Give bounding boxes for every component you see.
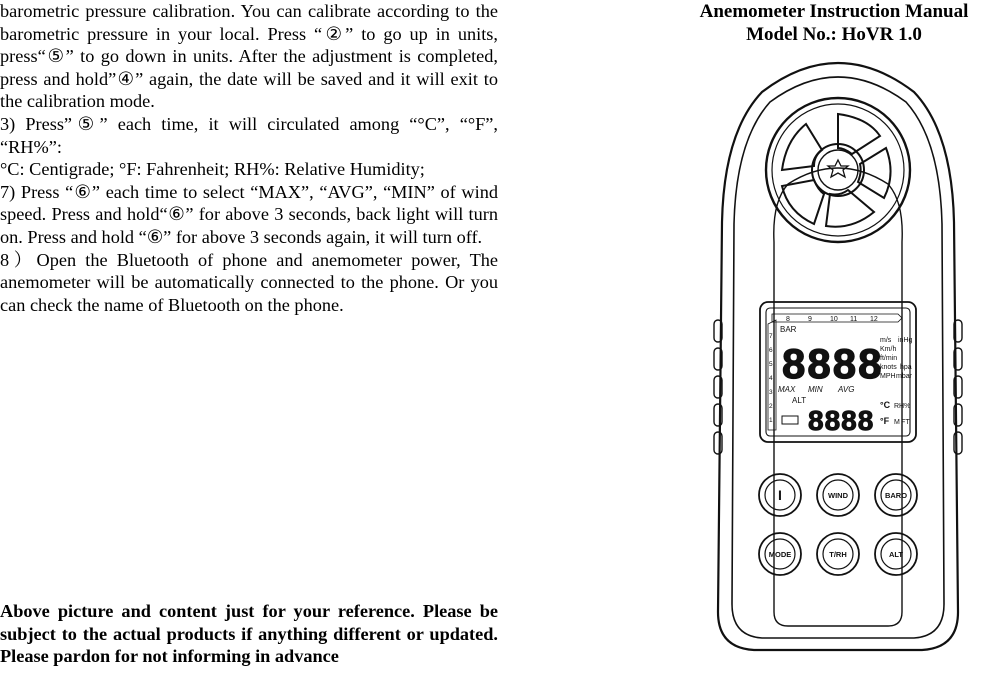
anemometer-drawing [702, 52, 974, 652]
lcd-unit-label: ft/min [880, 355, 898, 362]
lcd-temp-f: °F [880, 416, 890, 426]
instruction-text-column [0, 0, 498, 316]
baro-button-label: BARO [884, 491, 908, 500]
disclaimer-note: Above picture and content just for your reference. Please be subject to the actual products if anything different or updated. Please pardon for not informing in advance [0, 601, 498, 667]
anemometer-illustration [702, 52, 974, 652]
manual-header [678, 0, 990, 46]
power-button-label: I [778, 487, 782, 503]
calibration-paragraph: barometric pressure calibration. You can calibrate according to the barometric pressure in your local. Press “②” to go up in units, press“⑤” to go down in units. After the adjustment is completed, press and hold”④” again, the date will be saved and it will exit to the calibration mode. [0, 1, 498, 112]
lcd-unit-label: knots [880, 364, 897, 371]
lcd-mode-avg: AVG [838, 385, 855, 394]
lcd-temp-rh: RH% [894, 403, 911, 410]
wind-button[interactable] [817, 474, 859, 516]
baro-button[interactable] [875, 474, 917, 516]
wind-button-label: WIND [828, 491, 848, 500]
lcd-unit-label: mbar [896, 373, 912, 380]
lcd-side-number: 3 [769, 389, 773, 396]
power-button[interactable] [759, 474, 801, 516]
lcd-scale-number: 10 [830, 316, 838, 323]
lcd-bar-label: BAR [780, 325, 797, 334]
lcd-scale-number: 12 [870, 316, 878, 323]
lcd-main-digits: 8888 [782, 340, 884, 387]
lcd-unit-label: inHg [898, 337, 913, 344]
alt-button[interactable] [875, 533, 917, 575]
units-legend-paragraph: °C: Centigrade; °F: Fahrenheit; RH%: Relative Humidity; [0, 159, 425, 180]
lcd-unit-label: m/s [880, 337, 892, 344]
step-8-paragraph: 8）Open the Bluetooth of phone and anemometer power, The anemometer will be automatically connected to the phone. Or you can check the name of Bluetooth on the phone. [0, 249, 498, 315]
manual-title: Anemometer Instruction Manual [699, 1, 969, 22]
lcd-mode-min: MIN [808, 385, 823, 394]
lcd-scale-number: 11 [850, 316, 858, 323]
t-rh-button[interactable] [817, 533, 859, 575]
lcd-unit-ft: FT [901, 419, 910, 426]
impeller-fan [766, 98, 910, 242]
lcd-mode-max: MAX [778, 385, 796, 394]
lcd-side-number: 1 [769, 417, 773, 424]
lcd-alt-label: ALT [792, 396, 807, 405]
model-number: Model No.: HoVR 1.0 [746, 24, 922, 45]
lcd-side-number: 5 [769, 361, 773, 368]
lcd-scale-number: 8 [786, 316, 790, 323]
lcd-side-number: 7 [769, 333, 773, 340]
mode-button[interactable] [759, 533, 801, 575]
mode-button-label: MODE [768, 550, 792, 559]
lcd-side-number: 4 [769, 375, 773, 382]
step-3-paragraph: 3) Press”⑤” each time, it will circulated among “°C”, “°F”, “RH%”: [0, 113, 498, 157]
lcd-sub-digits: 8888 [808, 405, 875, 436]
lcd-side-number: 6 [769, 347, 773, 354]
lcd-temp-c: °C [880, 400, 891, 410]
step-7-paragraph: 7) Press “⑥” each time to select “MAX”, “AVG”, “MIN” of wind speed. Press and hold“⑥” for above 3 seconds, back light will turn on. Press and hold “⑥” for above 3 seconds again, it will turn off. [0, 181, 498, 247]
lcd-unit-label: hpa [900, 364, 912, 371]
lcd-side-number: 2 [769, 403, 773, 410]
battery-icon [782, 416, 798, 424]
t-rh-button-label: T/RH [829, 550, 847, 559]
alt-button-label: ALT [888, 550, 904, 559]
lcd-unit-label: MPH [880, 373, 896, 380]
lcd-unit-m: M [894, 419, 900, 426]
lcd-scale-number: 9 [808, 316, 812, 323]
lcd-unit-label: Km/h [880, 346, 897, 353]
